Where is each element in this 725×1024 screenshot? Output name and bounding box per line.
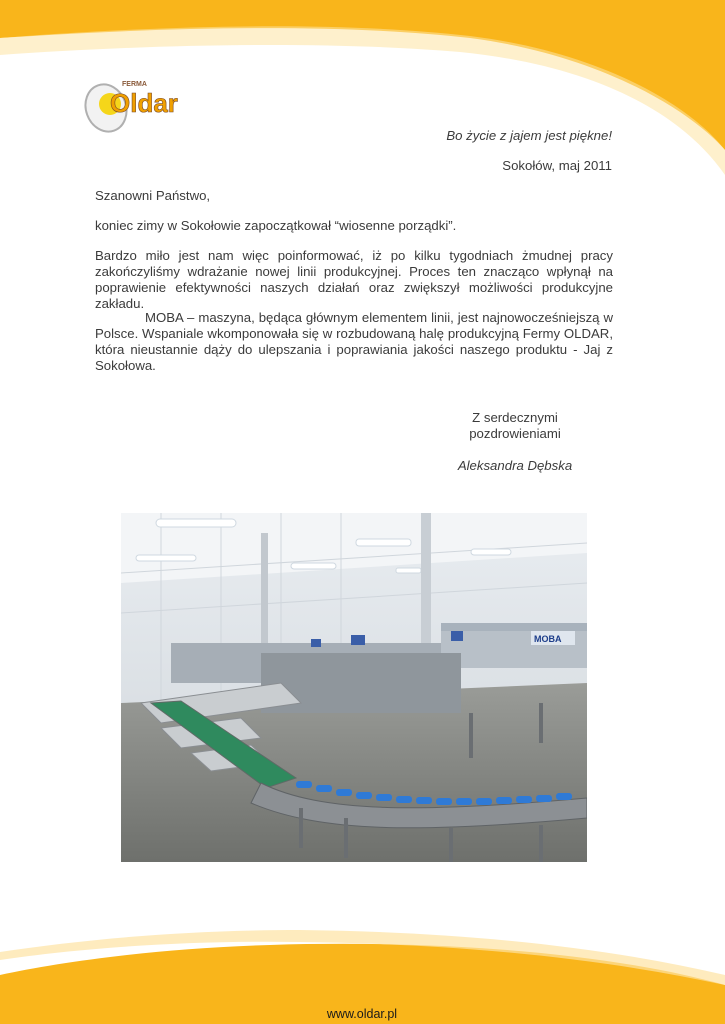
salutation: Szanowni Państwo, [95, 188, 211, 203]
signer-name: Aleksandra Dębska [457, 458, 573, 473]
motto: Bo życie z jajem jest piękne! [446, 128, 612, 143]
machine-label: MOBA [534, 634, 562, 644]
company-logo [80, 72, 190, 152]
closing: Z serdecznymi pozdrowieniami [469, 410, 561, 441]
logo-brand-text: Oldar [110, 88, 178, 118]
logo-small-text: FERMA [122, 81, 147, 88]
paragraph-1: Bardzo miło jest nam więc poinformować, iż po kilku tygodniach żmudnej pracy zakończyliśmy wdrażanie nowej linii produkcyjnej. Proces ten znacząco wpłynął na poprawienie efektywności naszych działań oraz zwiększył możliwości produkcyjne zakładu. [95, 248, 613, 311]
egg-logo-icon [80, 72, 190, 152]
intro-line: koniec zimy w Sokołowie zapoczątkował “wiosenne porządki”. [95, 218, 457, 233]
dateline: Sokołów, maj 2011 [502, 158, 612, 173]
footer-website-link[interactable]: www.oldar.pl [326, 1007, 398, 1021]
production-line-photo [121, 513, 587, 862]
paragraph-2: MOBA – maszyna, będąca głównym elementem linii, jest najnowocześniejszą w Polsce. Wspaniale wkomponowała się w rozbudowaną halę produkcyjną Fermy OLDAR, która nieustannie dąży do ulepszania i poprawiania jakości naszego produktu - Jaj z Sokołowa. [95, 310, 613, 373]
